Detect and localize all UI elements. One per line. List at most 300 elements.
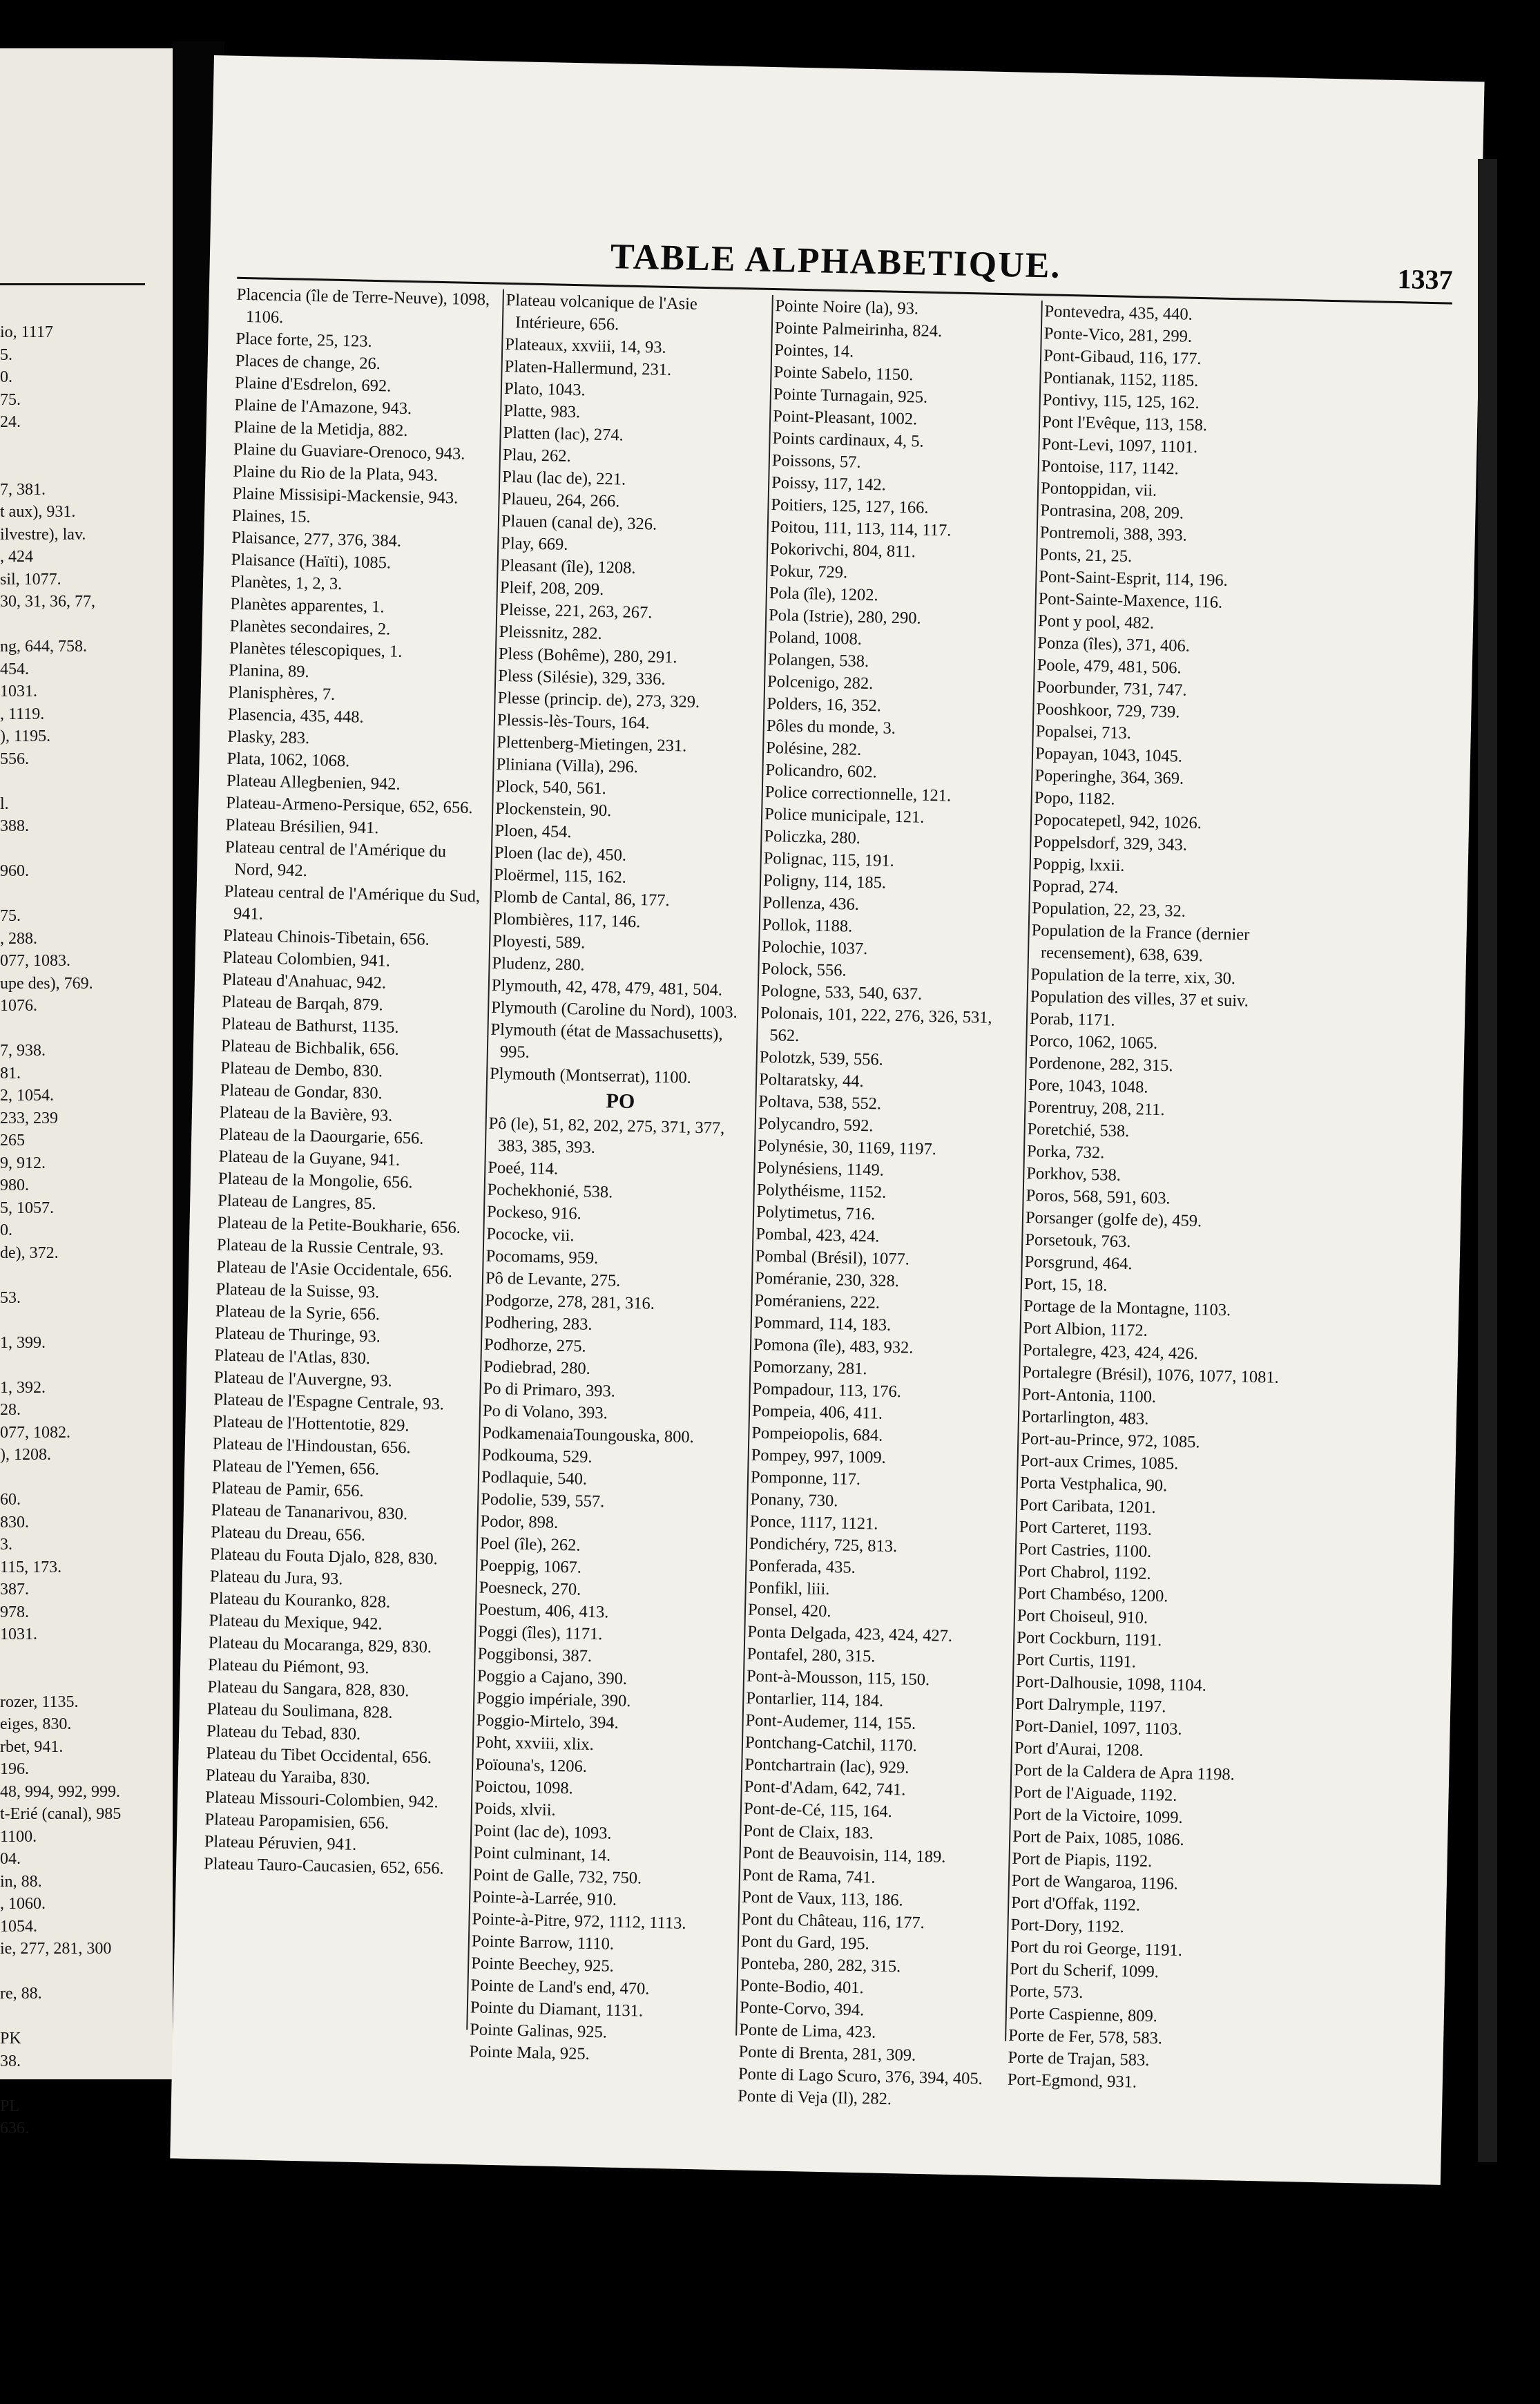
index-entry: Places de change, 26.: [235, 351, 381, 374]
index-entry: Pordenone, 282, 315.: [1028, 1053, 1173, 1076]
index-entry: Porte de Trajan, 583.: [1008, 2048, 1150, 2070]
index-entry: Poht, xxviii, xlix.: [475, 1733, 595, 1755]
index-entry: Pockeso, 916.: [486, 1202, 582, 1223]
index-entry: Port-Dalhousie, 1098, 1104.: [1015, 1672, 1207, 1695]
index-entry: Pombal (Brésil), 1077.: [755, 1246, 910, 1269]
index-entry: Poggio-Mirtelo, 394.: [476, 1710, 619, 1733]
index-entry: Po di Volano, 393.: [482, 1401, 608, 1423]
index-entry: Plau, 262.: [502, 445, 571, 466]
index-entry: Pointe Beechey, 925.: [470, 1954, 615, 1976]
index-entry: Porentruy, 208, 211.: [1028, 1098, 1165, 1120]
left-fragment-line: PL: [0, 2097, 20, 2115]
index-entry: Port de la Victoire, 1099.: [1012, 1804, 1183, 1827]
index-entry: Pointe de Land's end, 470.: [470, 1976, 650, 1998]
index-entry: Pôles du monde, 3.: [766, 716, 896, 738]
index-entry: Platten (lac), 274.: [503, 423, 624, 445]
left-fragment-line: [0, 2072, 173, 2095]
index-entry: Podolie, 539, 557.: [481, 1489, 605, 1511]
index-entry: Pollenza, 436.: [762, 893, 860, 914]
index-entry: Plateau de la Daourgarie, 656.: [219, 1125, 424, 1148]
index-entry: Pommard, 114, 183.: [753, 1313, 892, 1335]
index-entry: Pont-de-Cé, 115, 164.: [743, 1799, 893, 1822]
left-fragment-line: 978.: [0, 1603, 29, 1621]
left-fragment-line: 830.: [0, 1513, 29, 1532]
index-entry: Poids, xlvii.: [474, 1799, 556, 1820]
left-fragment-line: 636.: [0, 2119, 29, 2137]
index-entry: Place forte, 25, 123.: [235, 329, 372, 351]
left-fragment-line: [0, 1961, 173, 1983]
index-entry: Polésine, 282.: [765, 738, 862, 759]
index-entry: Podhering, 283.: [484, 1313, 593, 1334]
index-entry: Ponfikl, liii.: [748, 1578, 830, 1599]
left-fragment-line: [0, 1646, 173, 1669]
index-entry: Podiebrad, 280.: [483, 1357, 591, 1378]
left-fragment-line: [0, 1354, 173, 1377]
index-entry: Pococke, vii.: [486, 1224, 575, 1246]
left-fragment-line: 077, 1083.: [0, 952, 70, 970]
index-entry: Pleissnitz, 282.: [499, 622, 602, 643]
index-entry: Poretchié, 538.: [1027, 1120, 1130, 1141]
index-entry: Ponta Delgada, 423, 424, 427.: [747, 1622, 953, 1645]
index-entry: Plateau de l'Yemen, 656.: [211, 1456, 380, 1479]
index-entry: Polycandro, 592.: [758, 1114, 874, 1136]
index-entry: Poorbunder, 731, 747.: [1036, 678, 1187, 700]
index-entry: Plombières, 117, 146.: [492, 909, 641, 932]
index-entry: Pontchartrain (lac), 929.: [744, 1755, 909, 1777]
index-entry: Plateau de la Petite-Boukharie, 656.: [217, 1213, 461, 1237]
index-entry: Poltava, 538, 552.: [758, 1091, 882, 1114]
index-entry: Pomona (île), 483, 932.: [753, 1335, 914, 1357]
index-entry: Port-aux Crimes, 1085.: [1020, 1451, 1179, 1473]
left-fragment-line: eiges, 830.: [0, 1715, 72, 1733]
index-entry: Poitou, 111, 113, 114, 117.: [770, 517, 952, 540]
index-entry: Plaines, 15.: [231, 506, 311, 527]
index-entry: Ponany, 730.: [750, 1489, 838, 1511]
index-entry: Pontevedra, 435, 440.: [1044, 302, 1193, 324]
left-fragment-line: 24.: [0, 413, 21, 431]
index-entry: Planètes, 1, 2, 3.: [230, 572, 343, 594]
index-entry: Plaine de la Metidja, 882.: [233, 417, 408, 440]
index-entry: Pompeiopolis, 684.: [751, 1423, 883, 1445]
index-entry: Pontoise, 117, 1142.: [1041, 457, 1180, 479]
index-entry: Port Dalrymple, 1197.: [1014, 1694, 1166, 1717]
index-entry: Port-Antonia, 1100.: [1021, 1384, 1157, 1406]
index-entry: Polignac, 115, 191.: [763, 848, 895, 870]
left-fragment-line: t aux), 931.: [0, 503, 76, 521]
index-entry: Plateau du Tebad, 830.: [206, 1721, 361, 1744]
index-entry: Plateau Péruvien, 941.: [204, 1832, 357, 1854]
index-entry: Plymouth (Montserrat), 1100.: [489, 1064, 692, 1087]
index-entry: Polcenigo, 282.: [767, 671, 874, 694]
index-entry: Poesneck, 270.: [479, 1578, 581, 1599]
left-fragment-line: 233, 239: [0, 1109, 58, 1127]
index-entry: Plata, 1062, 1068.: [227, 749, 350, 771]
left-fragment-line: t-Erié (canal), 985: [0, 1805, 122, 1823]
index-entry: Point (lac de), 1093.: [473, 1821, 612, 1843]
index-entry: Pont du Château, 116, 177.: [741, 1909, 925, 1933]
index-entry: Pochekhonié, 538.: [487, 1180, 613, 1202]
index-entry: Plockenstein, 90.: [494, 799, 612, 821]
left-fragment-line: 28.: [0, 1401, 21, 1419]
index-entry: Plateau de Pamir, 656.: [211, 1478, 364, 1500]
index-entry: Podor, 898.: [480, 1511, 559, 1532]
index-entry: Plateau de la Syrie, 656.: [215, 1301, 381, 1324]
left-fragment-line: [0, 1264, 173, 1287]
left-fragment-line: l.: [0, 794, 9, 813]
index-entry: Plaine du Guaviare-Orenoco, 943.: [233, 439, 465, 464]
index-entry: Ponza (îles), 371, 406.: [1037, 633, 1191, 656]
index-entry: Pollok, 1188.: [762, 915, 853, 936]
index-entry: Plateau de la Guyane, 941.: [218, 1147, 401, 1170]
left-fragment-line: , 1060.: [0, 1895, 46, 1913]
index-entry: Podhorze, 275.: [483, 1335, 586, 1356]
index-entry: Placencia (île de Terre-Neuve), 1098, 1106.: [236, 285, 490, 327]
index-entry: Plateaux, xxviii, 14, 93.: [505, 334, 666, 357]
index-entry: Portalegre (Brésil), 1076, 1077, 1081.: [1022, 1362, 1280, 1387]
index-entry: Plateau de la Mongolie, 656.: [218, 1169, 413, 1192]
index-entry: Pointe Mala, 925.: [469, 2042, 590, 2064]
index-entry: Poros, 568, 591, 603.: [1026, 1185, 1171, 1208]
index-entry: Pompadour, 113, 176.: [752, 1379, 902, 1402]
left-fragment-line: [0, 1668, 173, 1691]
index-entry: Poppelsdorf, 329, 343.: [1033, 832, 1188, 855]
index-entry: Plateau de Tananarivou, 830.: [211, 1500, 408, 1524]
left-fragment-line: 75.: [0, 907, 21, 925]
left-fragment-line: 0.: [0, 368, 12, 386]
index-entry: Ploërmel, 115, 162.: [493, 865, 627, 887]
index-entry: Popayan, 1043, 1045.: [1034, 744, 1183, 766]
index-column-2: [469, 289, 769, 2068]
index-entry: Policzka, 280.: [764, 826, 861, 848]
index-entry: Plauen (canal de), 326.: [501, 511, 657, 534]
index-column-3: [738, 295, 1038, 2112]
index-entry: Plau (lac de), 221.: [502, 467, 626, 489]
index-entry: Poland, 1008.: [768, 627, 863, 649]
index-entry: Pointe du Diamant, 1131.: [470, 1998, 644, 2021]
index-entry: Plesse (princip. de), 273, 329.: [497, 688, 700, 712]
index-entry: Port de l'Aiguade, 1192.: [1013, 1782, 1177, 1805]
index-entry: Podgorze, 278, 281, 316.: [485, 1290, 655, 1313]
index-entry: Population de la terre, xix, 30.: [1030, 965, 1236, 989]
index-entry: Plato, 1043.: [503, 379, 586, 400]
index-entry: Poel (île), 262.: [479, 1534, 581, 1555]
left-fragment-line: 388.: [0, 817, 29, 835]
index-entry: Pont-d'Adam, 642, 741.: [744, 1777, 906, 1800]
left-fragment-line: 81.: [0, 1064, 21, 1082]
index-entry: Porab, 1171.: [1029, 1009, 1115, 1030]
index-entry: Plateau de Barqah, 879.: [222, 992, 383, 1015]
index-entry: Pomponne, 117.: [750, 1467, 861, 1489]
index-entry: Plateau Missouri-Colombien, 942.: [204, 1788, 439, 1812]
index-entry: Port de Wangaroa, 1196.: [1011, 1871, 1179, 1893]
index-entry: Poictou, 1098.: [474, 1777, 574, 1798]
index-entry: Plateau Chinois-Tibetain, 656.: [223, 926, 430, 949]
index-entry: Pointe Palmeirinha, 824.: [774, 318, 943, 341]
index-entry: Pokorivchi, 804, 811.: [769, 540, 916, 562]
index-entry: Poperinghe, 364, 369.: [1034, 766, 1184, 788]
index-entry: Pointes, 14.: [773, 341, 854, 361]
index-entry: Poissons, 57.: [771, 451, 861, 472]
index-entry: Plaueu, 264, 266.: [501, 489, 620, 511]
index-entry: Planina, 89.: [229, 660, 309, 682]
left-fragment-line: ng, 644, 758.: [0, 638, 87, 656]
index-entry: Portarlington, 483.: [1021, 1406, 1149, 1429]
index-entry: Ponce, 1117, 1121.: [749, 1511, 878, 1534]
index-entry: Pontianak, 1152, 1185.: [1043, 368, 1199, 390]
left-page-fragment: [0, 48, 173, 2137]
index-entry: Port Cockburn, 1191.: [1017, 1628, 1162, 1650]
left-fragment-line: 077, 1082.: [0, 1423, 70, 1442]
index-entry: Pont du Gard, 195.: [740, 1931, 870, 1954]
index-entry: Plateau du Tibet Occidental, 656.: [206, 1744, 432, 1768]
index-entry: Port-Dory, 1192.: [1010, 1915, 1125, 1937]
index-entry: Poligny, 114, 185.: [762, 870, 887, 893]
index-entry: Poestum, 406, 413.: [478, 1600, 609, 1622]
index-entry: Port Chabrol, 1192.: [1018, 1561, 1151, 1583]
index-entry: Plateau du Jura, 93.: [209, 1567, 343, 1589]
index-entry: Pointe Noire (la), 93.: [775, 296, 919, 318]
index-entry: Port du roi George, 1191.: [1010, 1937, 1183, 1960]
index-entry: Pont de Rama, 741.: [742, 1865, 876, 1887]
index-entry: Polders, 16, 352.: [767, 694, 882, 716]
index-entry: Porte Caspienne, 809.: [1008, 2003, 1158, 2026]
index-entry: Plymouth (état de Massachusetts), 995.: [490, 1020, 723, 1062]
left-fragment-line: , 424: [0, 548, 33, 566]
index-entry: Pontremoli, 388, 393.: [1039, 523, 1188, 545]
index-entry: Porsanger (golfe de), 459.: [1025, 1208, 1202, 1231]
left-fragment-line: rozer, 1135.: [0, 1692, 79, 1711]
index-entry: Ponte di Lago Scuro, 376, 394, 405.: [738, 2064, 983, 2088]
index-entry: Platen-Hallermund, 231.: [504, 356, 672, 379]
left-fragment-line: 980.: [0, 1176, 29, 1194]
index-entry: Plateau de l'Atlas, 830.: [214, 1346, 371, 1368]
index-entry: Plateau de Bichbalik, 656.: [220, 1036, 400, 1059]
index-entry: Plateau du Fouta Djalo, 828, 830.: [210, 1545, 439, 1569]
left-fragment-line: 454.: [0, 660, 29, 678]
index-entry: Porka, 732.: [1026, 1142, 1105, 1163]
left-fragment-line: 5, 1057.: [0, 1199, 54, 1217]
index-entry: Pont-Levi, 1097, 1101.: [1041, 435, 1198, 457]
index-entry: Portalegre, 423, 424, 426.: [1022, 1340, 1199, 1364]
index-entry: Ponte-Bodio, 401.: [740, 1976, 864, 1998]
index-entry: Port d'Offak, 1192.: [1010, 1893, 1141, 1915]
index-entry: Ponte di Veja (Il), 282.: [738, 2086, 892, 2109]
index-entry: Pondichéry, 725, 813.: [749, 1534, 898, 1556]
index-entry: Port Albion, 1172.: [1023, 1318, 1148, 1340]
index-entry: Pont de Beauvoisin, 114, 189.: [742, 1843, 946, 1867]
index-entry: Ploen (lac de), 450.: [494, 843, 627, 865]
index-entry: Plateau Tauro-Caucasien, 652, 656.: [203, 1854, 444, 1878]
index-entry: Pont-Sainte-Maxence, 116.: [1038, 589, 1223, 612]
index-entry: Pompey, 997, 1009.: [751, 1445, 887, 1467]
index-entry: Plateau-Armeno-Persique, 652, 656.: [226, 793, 473, 818]
left-fragment-line: 960.: [0, 862, 29, 880]
index-entry: Plateau du Yaraiba, 830.: [205, 1766, 371, 1788]
index-entry: Plateau du Piémont, 93.: [207, 1655, 369, 1678]
index-entry: Pontafel, 280, 315.: [747, 1644, 876, 1666]
index-entry: Ploen, 454.: [494, 821, 572, 842]
left-fragment-line: [0, 613, 173, 636]
index-entry: Porta Vestphalica, 90.: [1019, 1473, 1168, 1496]
index-entry: Pointe Galinas, 925.: [469, 2020, 608, 2042]
left-fragment-line: [0, 770, 173, 793]
index-entry: Ponsel, 420.: [747, 1600, 831, 1621]
index-entry: Plaine d'Esdrelon, 692.: [234, 373, 392, 396]
left-fragment-line: PK: [0, 2030, 21, 2048]
index-entry: Pless (Silésie), 329, 336.: [497, 666, 666, 689]
index-entry: Police correctionnelle, 121.: [764, 782, 952, 805]
index-entry: Pludenz, 280.: [492, 953, 585, 975]
index-entry: Polotzk, 539, 556.: [759, 1047, 884, 1069]
index-entry: Port Choiseul, 910.: [1017, 1605, 1148, 1628]
index-entry: Ponte-Corvo, 394.: [739, 1998, 865, 2020]
index-entry: Port, 15, 18.: [1023, 1274, 1108, 1295]
index-entry: Poméranie, 230, 328.: [754, 1268, 900, 1291]
left-fragment-line: 7, 938.: [0, 1042, 46, 1060]
left-fragment-line: sil, 1077.: [0, 570, 61, 589]
index-entry: Plateau du Kouranko, 828.: [209, 1589, 391, 1612]
index-entry: Pointe Sabelo, 1150.: [773, 363, 914, 385]
index-entry: Port-Daniel, 1097, 1103.: [1014, 1716, 1182, 1739]
index-entry: Port du Scherif, 1099.: [1009, 1959, 1159, 1982]
index-entry: Platte, 983.: [503, 401, 581, 422]
index-entry: Plaine du Rio de la Plata, 943.: [233, 461, 439, 485]
index-entry: Pont de Claix, 183.: [743, 1821, 874, 1843]
index-entry: Port d'Aurai, 1208.: [1014, 1738, 1144, 1760]
index-entry: Pointe Barrow, 1110.: [471, 1931, 615, 1954]
index-entry: Population de la France (dernier recensement), 638, 639.: [1031, 921, 1250, 966]
index-entry: Plateau volcanique de l'Asie Intérieure, 656.: [506, 290, 698, 334]
left-fragment-line: 0.: [0, 1221, 12, 1239]
index-entry: Planètes secondaires, 2.: [229, 616, 391, 639]
index-entry: Plateau de l'Auvergne, 93.: [213, 1368, 392, 1391]
index-entry: Port Caribata, 1201.: [1019, 1495, 1156, 1518]
left-fragment-line: 556.: [0, 750, 29, 768]
page-title: TABLE ALPHABETIQUE.: [610, 237, 1062, 286]
index-entry: Plasencia, 435, 448.: [227, 705, 364, 727]
left-fragment-line: [0, 2005, 173, 2028]
index-entry: Popalsei, 713.: [1035, 722, 1132, 743]
left-fragment-line: [0, 1309, 173, 1332]
index-entry: Plateau Allegbenien, 942.: [226, 771, 401, 794]
index-entry: Plateau de l'Asie Occidentale, 656.: [215, 1257, 453, 1281]
left-fragment-line: ), 1195.: [0, 727, 51, 745]
left-fragment-line: rbet, 941.: [0, 1737, 64, 1756]
left-fragment-line: 196.: [0, 1760, 29, 1778]
index-entry: Pointe-à-Pitre, 972, 1112, 1113.: [472, 1909, 686, 1933]
index-entry: Pore, 1043, 1048.: [1028, 1076, 1148, 1097]
index-entry: Pô (le), 51, 82, 202, 275, 371, 377, 383, 385, 393.: [488, 1114, 725, 1157]
index-entry: Polangen, 538.: [767, 649, 869, 671]
index-entry: Plateau central de l'Amérique du Nord, 942.: [224, 837, 447, 881]
index-entry: Plessis-lès-Tours, 164.: [497, 710, 650, 733]
index-entry: Plaine de l'Amazone, 943.: [234, 395, 412, 419]
index-entry: Pontchang-Catchil, 1170.: [744, 1733, 918, 1755]
index-entry: Poggio a Cajano, 390.: [477, 1666, 628, 1689]
index-entry: Pomorzany, 281.: [753, 1357, 867, 1379]
index-entry: Plateau de Thuringe, 93.: [214, 1324, 381, 1346]
index-entry: Pliniana (Villa), 296.: [496, 754, 639, 777]
left-fragment-line: 7, 381.: [0, 480, 46, 499]
left-fragment-line: ), 1208.: [0, 1446, 51, 1464]
index-entry: Poggio impériale, 390.: [476, 1688, 631, 1711]
index-entry: Plymouth (Caroline du Nord), 1003.: [490, 998, 738, 1022]
left-fragment-line: 60.: [0, 1491, 21, 1509]
index-entry: Plymouth, 42, 478, 479, 481, 504.: [491, 975, 723, 1000]
left-fragment-line: ie, 277, 281, 300: [0, 1940, 112, 1958]
index-entry: Plateau Paropamisien, 656.: [204, 1810, 389, 1833]
index-entry: Plateau Colombien, 941.: [222, 948, 391, 971]
index-entry: Porte de Fer, 578, 583.: [1008, 2025, 1163, 2048]
index-entry: Pola (île), 1202.: [769, 584, 878, 605]
index-entry: Plateau de l'Hottentotie, 829.: [213, 1412, 410, 1435]
index-entry: Poggibonsi, 387.: [477, 1644, 593, 1666]
index-column-1: [204, 284, 499, 1880]
index-entry: Pointe Turnagain, 925.: [773, 385, 928, 407]
index-entry: Point-Pleasant, 1002.: [772, 407, 918, 429]
index-entry: Porkhov, 538.: [1026, 1163, 1122, 1185]
index-entry: Porco, 1062, 1065.: [1029, 1031, 1158, 1053]
index-entry: Port Curtis, 1191.: [1016, 1650, 1137, 1672]
index-entry: Pont-Audemer, 114, 155.: [745, 1710, 916, 1733]
index-entry: Plateau de l'Hindoustan, 656.: [212, 1434, 411, 1458]
index-entry: Port-Egmond, 931.: [1007, 2070, 1137, 2092]
left-page-header-rule: [0, 283, 145, 285]
index-entry: Poggi (îles), 1171.: [478, 1622, 603, 1644]
index-entry: Plateau du Mexique, 942.: [209, 1611, 383, 1634]
left-fragment-line: 1100.: [0, 1827, 37, 1846]
index-entry: Plateau du Dreau, 656.: [210, 1523, 366, 1545]
left-fragment-line: 1031.: [0, 1625, 37, 1643]
index-entry: Ponte-Vico, 281, 299.: [1043, 324, 1193, 346]
page-number: 1337: [1397, 263, 1454, 296]
index-entry: Poppig, lxxii.: [1032, 855, 1125, 875]
index-entry: Planètes télescopiques, 1.: [229, 638, 403, 661]
index-entry: Population, 22, 23, 32.: [1032, 899, 1186, 921]
left-page-text: [0, 321, 173, 2140]
index-entry: Plasky, 283.: [227, 727, 310, 748]
index-entry: Polythéisme, 1152.: [756, 1180, 887, 1202]
index-entry: Pleisse, 221, 263, 267.: [499, 600, 653, 622]
index-entry: Plaisance (Haïti), 1085.: [231, 550, 392, 573]
index-entry: Polock, 556.: [761, 959, 847, 980]
index-entry: Porte, 573.: [1009, 1981, 1084, 2002]
index-entry: Port-au-Prince, 972, 1085.: [1021, 1429, 1200, 1452]
left-fragment-line: 38.: [0, 2052, 21, 2070]
left-fragment-line: 5.: [0, 345, 12, 364]
index-entry: Point de Galle, 732, 750.: [472, 1865, 642, 1888]
index-entry: Port de Piapis, 1192.: [1012, 1849, 1153, 1871]
index-entry: Porsgrund, 464.: [1024, 1252, 1133, 1274]
index-entry: Popocatepetl, 942, 1026.: [1033, 810, 1202, 833]
left-fragment-line: [0, 434, 173, 457]
left-fragment-line: 1, 399.: [0, 1333, 46, 1352]
left-fragment-line: , 1119.: [0, 705, 45, 723]
index-entry: Plateau Brésilien, 941.: [225, 815, 379, 838]
right-page: [170, 55, 1484, 2185]
index-entry: Port Carteret, 1193.: [1019, 1517, 1153, 1539]
index-entry: Plateau de Gondar, 830.: [220, 1080, 383, 1103]
index-entry: Porsetouk, 763.: [1025, 1230, 1131, 1252]
index-entry: PodkamenaiaToungouska, 800.: [482, 1423, 695, 1447]
index-entry: Pont-à-Mousson, 115, 150.: [746, 1666, 930, 1690]
page-edge: [1478, 159, 1497, 2162]
index-entry: Poitiers, 125, 127, 166.: [771, 495, 929, 517]
left-fragment-line: , 288.: [0, 929, 37, 948]
index-entry: Plateau de la Suisse, 93.: [215, 1279, 380, 1302]
index-entry: Plateau d'Anahuac, 942.: [222, 970, 387, 993]
index-entry: Pô de Levante, 275.: [485, 1268, 621, 1290]
